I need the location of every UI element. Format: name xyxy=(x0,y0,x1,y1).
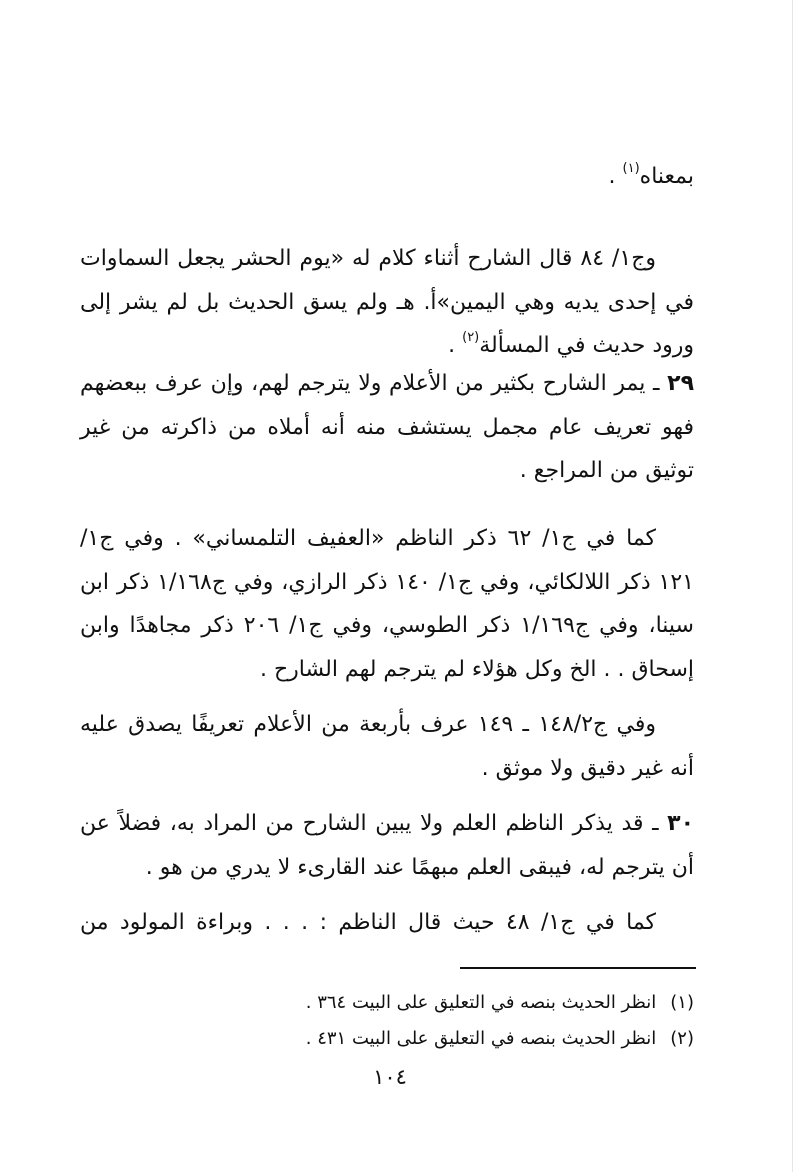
footnote-2-text: انظر الحديث بنصه في التعليق على البيت ٤٣١ . xyxy=(305,1028,657,1049)
item-number-29: ٢٩ xyxy=(667,371,694,396)
paragraph-6-text: ـ قد يذكر الناظم العلم ولا يبين الشارح من المراد به، فضلاً عن أن يترجم له، فيبقى العلم مبهمًا عند القارىء لا يدري من هو . xyxy=(80,811,694,880)
footnote-1-marker: (١) xyxy=(670,992,694,1013)
footnote-1 xyxy=(80,985,694,1021)
paragraph-7 xyxy=(80,901,694,945)
footnote-2-marker: (٢) xyxy=(670,1028,694,1049)
paragraph-2-ending: . xyxy=(448,333,463,358)
footnote-2 xyxy=(80,1021,694,1057)
paragraph-5 xyxy=(80,703,694,790)
paragraph-2 xyxy=(80,237,694,368)
footnote-ref-1[interactable]: (١) xyxy=(622,161,640,176)
footnote-separator xyxy=(460,967,696,969)
paragraph-5-text: وفي ج١٤٨/٢ ـ ١٤٩ عرف بأربعة من الأعلام تعريفًا يصدق عليه أنه غير دقيق ولا موثق . xyxy=(80,712,694,781)
paragraph-1-text: بمعناه xyxy=(639,164,694,189)
footnotes-list xyxy=(80,985,694,1057)
paragraph-1-ending: . xyxy=(608,164,623,189)
paragraph-4-text: كما في ج١/ ٦٢ ذكر الناظم «العفيف التلمساني» . وفي ج١/ ١٢١ ذكر اللالكائي، وفي ج١/ ١٤٠ ذكر الرازي، وفي ج١/١٦٨ ذكر ابن سينا، وفي ج١/١٦٩ ذكر الطوسي، وفي ج١/ ٢٠٦ ذكر مجاهدًا وابن إسحاق . . الخ وكل هؤلاء لم يترجم لهم الشارح . xyxy=(80,526,694,682)
paragraph-2-text: وج١/ ٨٤ قال الشارح أثناء كلام له «يوم الحشر يجعل السماوات في إحدى يديه وهي اليمين»أ. هـ ولم يسق الحديث بل لم يشر إلى ورود حديث في المسألة xyxy=(80,246,694,358)
paragraph-3-text: ـ يمر الشارح بكثير من الأعلام ولا يترجم لهم، وإن عرف ببعضهم فهو تعريف عام مجمل يستشف منه أنه أملاه من ذاكرته من غير توثيق من المراجع . xyxy=(80,371,694,483)
item-number-30: ٣٠ xyxy=(667,811,694,836)
page-number: ١٠٤ xyxy=(373,1065,407,1089)
page-edge xyxy=(792,0,793,1172)
paragraph-7-text: كما في ج١/ ٤٨ حيث قال الناظم : . . . وبراءة المولود من xyxy=(80,910,657,935)
footnote-1-text: انظر الحديث بنصه في التعليق على البيت ٣٦٤ . xyxy=(305,992,657,1013)
paragraph-6 xyxy=(80,802,694,889)
paragraph-1 xyxy=(80,155,694,199)
paragraph-4 xyxy=(80,517,694,691)
footnote-ref-2[interactable]: (٢) xyxy=(462,330,480,345)
paragraph-3 xyxy=(80,362,694,493)
